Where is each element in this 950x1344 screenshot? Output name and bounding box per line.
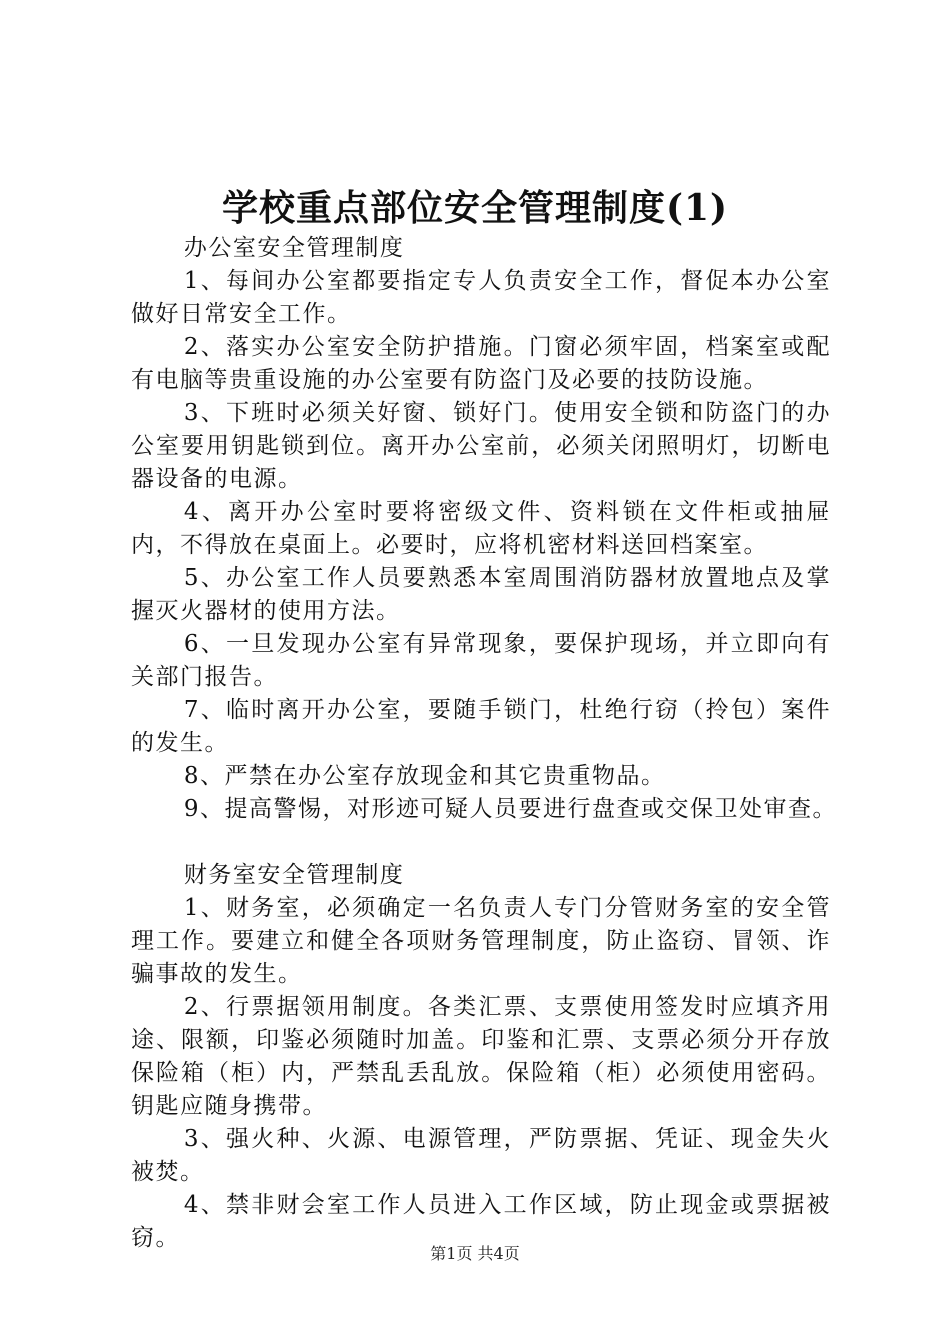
paragraph: 3、强火种、火源、电源管理，严防票据、凭证、现金失火被焚。	[131, 1126, 831, 1185]
paragraph: 2、落实办公室安全防护措施。门窗必须牢固，档案室或配有电脑等贵重设施的办公室要有防盗门及必要的技防设施。	[131, 334, 831, 393]
paragraph: 4、禁非财会室工作人员进入工作区域，防止现金或票据被窃。	[131, 1192, 831, 1251]
paragraph: 1、每间办公室都要指定专人负责安全工作，督促本办公室做好日常安全工作。	[131, 268, 831, 327]
paragraph: 8、严禁在办公室存放现金和其它贵重物品。	[183, 763, 666, 789]
paragraph: 6、一旦发现办公室有异常现象，要保护现场，并立即向有关部门报告。	[131, 631, 831, 690]
paragraph: 4、离开办公室时要将密级文件、资料锁在文件柜或抽屉内，不得放在桌面上。必要时，应将机密材料送回档案室。	[131, 499, 831, 558]
section-heading-finance: 财务室安全管理制度	[183, 862, 405, 888]
paragraph: 3、下班时必须关好窗、锁好门。使用安全锁和防盗门的办公室要用钥匙锁到位。离开办公室前，必须关闭照明灯，切断电器设备的电源。	[131, 400, 831, 492]
paragraph: 5、办公室工作人员要熟悉本室周围消防器材放置地点及掌握灭火器材的使用方法。	[131, 565, 831, 624]
section-divider	[131, 826, 831, 859]
paragraph: 9、提高警惕，对形迹可疑人员要进行盘查或交保卫处审查。	[183, 796, 838, 822]
paragraph: 2、行票据领用制度。各类汇票、支票使用签发时应填齐用途、限额，印鉴必须随时加盖。印鉴和汇票、支票必须分开存放保险箱（柜）内，严禁乱丢乱放。保险箱（柜）必须使用密码。钥匙应随身携带。	[131, 994, 831, 1119]
page-footer: 第1页 共4页	[430, 1244, 520, 1263]
section-heading-office: 办公室安全管理制度	[183, 235, 405, 261]
document-body	[131, 232, 838, 1255]
paragraph: 7、临时离开办公室，要随手锁门，杜绝行窃（拎包）案件的发生。	[131, 697, 831, 756]
paragraph: 1、财务室，必须确定一名负责人专门分管财务室的安全管理工作。要建立和健全各项财务管理制度，防止盗窃、冒领、诈骗事故的发生。	[131, 895, 831, 987]
page-title: 学校重点部位安全管理制度(1)	[221, 187, 729, 229]
